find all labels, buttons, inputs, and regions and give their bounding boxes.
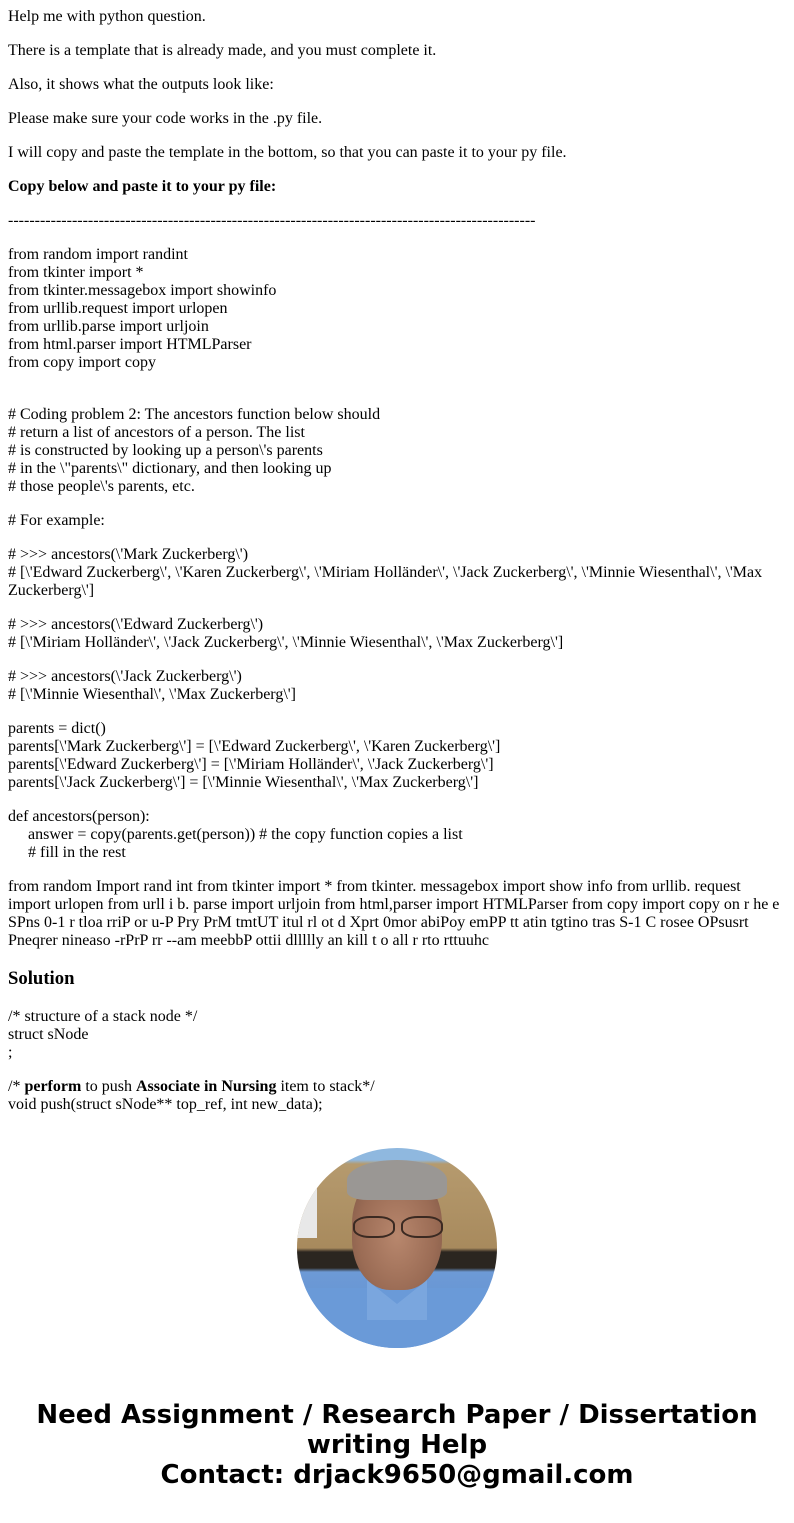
code-line: parents[\'Edward Zuckerberg\'] = [\'Miriam Holländer\', \'Jack Zuckerberg\'] <box>8 756 494 773</box>
ocr-text-paragraph: from random Import rand int from tkinter import * from tkinter. messagebox import show info from urllib. request import urlopen from urll i b. parse import urljoin from html,parser import HTMLParser from copy import copy on r he e SPns 0-1 r tloa rriP or u-P Pry PrM tmtUT itul rl ot d Xprt 0mor abiPoy emPP tt atin tgtino tras S-1 C rosee OPsusrt Pneqrer nineaso -rPrP rr --am meebbP ottii dllllly an kill t o all r rto rttuuhc <box>8 878 780 949</box>
code-line: # is constructed by looking up a person\'s parents <box>8 442 323 459</box>
bold-text: Associate in Nursing <box>135 1078 277 1095</box>
problem-comment-block <box>8 406 786 496</box>
code-line: # in the \"parents\" dictionary, and then looking up <box>8 460 332 477</box>
glasses-icon <box>353 1216 395 1238</box>
comment-text: to push <box>81 1078 136 1095</box>
code-line: void push(struct sNode** top_ref, int new_data); <box>8 1096 323 1113</box>
example-3 <box>8 668 786 704</box>
example-call: # >>> ancestors(\'Mark Zuckerberg\') <box>8 546 249 563</box>
comment-text: item to stack*/ <box>276 1078 375 1095</box>
comment-text: /* <box>8 1078 25 1095</box>
author-avatar <box>297 1148 497 1348</box>
solution-heading: Solution <box>8 968 75 989</box>
code-line: from copy import copy <box>8 354 156 371</box>
intro-paragraph: Help me with python question. <box>8 8 206 25</box>
code-line: # return a list of ancestors of a person. The list <box>8 424 305 441</box>
example-1 <box>8 546 786 600</box>
push-comment <box>8 1078 786 1096</box>
promo-line: Need Assignment / Research Paper / Dissertation <box>36 1400 758 1430</box>
code-line: from random import randint <box>8 246 188 263</box>
example-2 <box>8 616 786 652</box>
code-line: /* structure of a stack node */ <box>8 1008 198 1025</box>
code-line: # those people\'s parents, etc. <box>8 478 195 495</box>
code-line: from tkinter import * <box>8 264 144 281</box>
code-line: # fill in the rest <box>28 844 126 861</box>
code-line: from html.parser import HTMLParser <box>8 336 252 353</box>
example-result: # [\'Miriam Holländer\', \'Jack Zuckerberg\', \'Minnie Wiesenthal\', \'Max Zuckerberg\'] <box>8 634 564 651</box>
function-def: def ancestors(person): <box>8 808 150 825</box>
intro-paragraph: I will copy and paste the template in the bottom, so that you can paste it to your py file. <box>8 144 567 161</box>
intro-paragraph: Please make sure your code works in the .py file. <box>8 110 323 127</box>
example-call: # >>> ancestors(\'Edward Zuckerberg\') <box>8 616 264 633</box>
intro-paragraph: Also, it shows what the outputs look like: <box>8 76 274 93</box>
code-line: parents[\'Jack Zuckerberg\'] = [\'Minnie Wiesenthal\', \'Max Zuckerberg\'] <box>8 774 479 791</box>
code-line: struct sNode <box>8 1026 89 1043</box>
avatar-container <box>8 1148 786 1348</box>
intro-paragraph: There is a template that is already made, and you must complete it. <box>8 42 437 59</box>
code-line: from urllib.parse import urljoin <box>8 318 209 335</box>
example-call: # >>> ancestors(\'Jack Zuckerberg\') <box>8 668 242 685</box>
code-line: ; <box>8 1044 13 1061</box>
parents-dict-block <box>8 720 786 792</box>
code-line: # Coding problem 2: The ancestors function below should <box>8 406 381 423</box>
promo-contact: Contact: drjack9650@gmail.com <box>160 1460 634 1490</box>
imports-block <box>8 246 786 372</box>
promo-banner <box>8 1400 786 1490</box>
promo-line: writing Help <box>306 1430 488 1460</box>
solution-struct-block <box>8 1008 786 1062</box>
code-line: parents = dict() <box>8 720 106 737</box>
separator-line: --------------------------------------------------------------------------------------------------- <box>8 212 536 229</box>
copy-instruction: Copy below and paste it to your py file: <box>8 178 277 195</box>
example-result: # [\'Minnie Wiesenthal\', \'Max Zuckerberg\'] <box>8 686 296 703</box>
solution-push-block <box>8 1078 786 1114</box>
code-line: from tkinter.messagebox import showinfo <box>8 282 277 299</box>
code-line: parents[\'Mark Zuckerberg\'] = [\'Edward Zuckerberg\', \'Karen Zuckerberg\'] <box>8 738 501 755</box>
code-line: from urllib.request import urlopen <box>8 300 228 317</box>
function-block <box>8 808 786 862</box>
example-result: # [\'Edward Zuckerberg\', \'Karen Zuckerberg\', \'Miriam Holländer\', \'Jack Zuckerberg\', \'Minnie Wiesenthal\', \'Max Zuckerberg\'] <box>8 564 767 599</box>
bold-text: perform <box>24 1078 82 1095</box>
example-label: # For example: <box>8 512 105 529</box>
code-line: answer = copy(parents.get(person)) # the copy function copies a list <box>28 826 463 843</box>
